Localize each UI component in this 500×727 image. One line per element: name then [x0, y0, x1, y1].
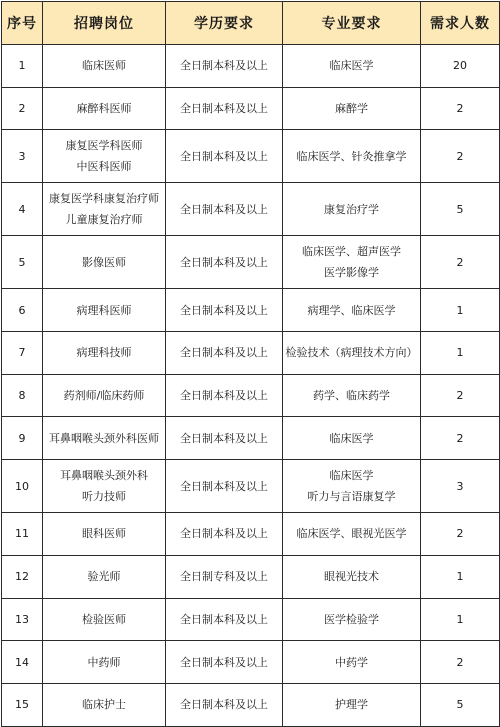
- education-cell: 全日制本科及以上: [166, 683, 283, 726]
- count-cell: 3: [421, 460, 500, 513]
- header-count: 需求人数: [421, 2, 500, 45]
- header-no: 序号: [2, 2, 43, 45]
- position-cell: [43, 683, 166, 726]
- count-cell: 2: [421, 513, 500, 556]
- major-cell: [283, 555, 421, 598]
- table-row: [2, 183, 500, 236]
- major-cell-line: 临床医学、眼视光医学: [296, 527, 407, 541]
- count-cell: 20: [421, 45, 500, 88]
- table-row: [2, 236, 500, 289]
- position-cell: [43, 513, 166, 556]
- major-cell: [283, 236, 421, 289]
- position-cell-line: 病理科技师: [76, 346, 132, 360]
- count-cell: 5: [421, 683, 500, 726]
- education-cell: 全日制本科及以上: [166, 332, 283, 375]
- major-cell-line: 眼视光技术: [324, 570, 379, 584]
- row-no-cell: 10: [2, 460, 43, 513]
- row-no-cell: 12: [2, 555, 43, 598]
- position-cell-line: 检验医师: [82, 612, 126, 626]
- row-no-cell: 1: [2, 45, 43, 88]
- position-cell-line: 验光师: [87, 570, 121, 584]
- position-cell: [43, 332, 166, 375]
- table-body: [2, 45, 500, 727]
- major-cell-line: 护理学: [335, 698, 368, 712]
- major-cell: [283, 683, 421, 726]
- education-cell: 全日制本科及以上: [166, 417, 283, 460]
- education-cell: 全日制本科及以上: [166, 236, 283, 289]
- major-cell-line: 临床医学、针灸推拿学: [296, 149, 407, 163]
- education-cell: 全日制本科及以上: [166, 87, 283, 130]
- education-cell: 全日制本科及以上: [166, 513, 283, 556]
- table-row: [2, 555, 500, 598]
- education-cell: 全日制本科及以上: [166, 183, 283, 236]
- table-row: [2, 87, 500, 130]
- major-cell-line: 康复治疗学: [324, 202, 379, 216]
- row-no-cell: 15: [2, 683, 43, 726]
- count-cell: 2: [421, 417, 500, 460]
- position-cell-line: 康复医学科医师: [65, 139, 143, 153]
- row-no-cell: 3: [2, 130, 43, 183]
- major-cell-line: 听力与言语康复学: [307, 490, 396, 504]
- recruitment-table: [1, 1, 500, 727]
- major-cell: [283, 183, 421, 236]
- position-cell: [43, 460, 166, 513]
- count-cell: 2: [421, 374, 500, 417]
- row-no-cell: 11: [2, 513, 43, 556]
- major-cell: [283, 332, 421, 375]
- major-cell: [283, 460, 421, 513]
- education-cell: 全日制本科及以上: [166, 289, 283, 332]
- count-cell: 5: [421, 183, 500, 236]
- position-cell: [43, 374, 166, 417]
- major-cell: [283, 45, 421, 88]
- count-cell: 1: [421, 598, 500, 641]
- table-row: [2, 374, 500, 417]
- count-cell: 2: [421, 236, 500, 289]
- header-education: 学历要求: [166, 2, 283, 45]
- position-cell-line: 眼科医师: [82, 527, 126, 541]
- position-cell: [43, 289, 166, 332]
- education-cell: 全日制本科及以上: [166, 45, 283, 88]
- education-cell: 全日制本科及以上: [166, 641, 283, 684]
- row-no-cell: 2: [2, 87, 43, 130]
- education-cell: 全日制本科及以上: [166, 598, 283, 641]
- major-cell-line: 临床医学: [329, 469, 374, 483]
- position-cell-line: 中药师: [87, 655, 121, 669]
- table-row: [2, 130, 500, 183]
- major-cell: [283, 374, 421, 417]
- position-cell: [43, 45, 166, 88]
- count-cell: 2: [421, 130, 500, 183]
- count-cell: 2: [421, 641, 500, 684]
- major-cell-line: 临床医学: [329, 59, 374, 73]
- position-cell-line: 中医科医师: [76, 160, 132, 174]
- major-cell-line: 检验技术（病理技术方向）: [285, 346, 418, 360]
- header-row: [2, 2, 500, 45]
- major-cell-line: 临床医学: [329, 431, 374, 445]
- count-cell: 1: [421, 332, 500, 375]
- position-cell-line: 康复医学科康复治疗师: [49, 192, 159, 206]
- count-cell: 1: [421, 555, 500, 598]
- position-cell-line: 听力技师: [82, 490, 126, 504]
- major-cell-line: 医学影像学: [324, 266, 379, 280]
- major-cell-line: 药学、临床药学: [313, 389, 390, 403]
- row-no-cell: 8: [2, 374, 43, 417]
- major-cell: [283, 513, 421, 556]
- position-cell-line: 影像医师: [82, 255, 126, 269]
- major-cell: [283, 289, 421, 332]
- position-cell: [43, 236, 166, 289]
- row-no-cell: 5: [2, 236, 43, 289]
- position-cell-line: 麻醉科医师: [76, 102, 132, 116]
- position-cell-line: 耳鼻咽喉头颈外科医师: [49, 431, 159, 445]
- education-cell: 全日制专科及以上: [166, 555, 283, 598]
- major-cell: [283, 130, 421, 183]
- count-cell: 1: [421, 289, 500, 332]
- position-cell: [43, 417, 166, 460]
- position-cell-line: 儿童康复治疗师: [65, 213, 143, 227]
- position-cell-line: 耳鼻咽喉头颈外科: [60, 469, 148, 483]
- position-cell-line: 药剂师/临床药师: [63, 389, 145, 403]
- major-cell: [283, 417, 421, 460]
- position-cell-line: 临床护士: [82, 698, 126, 712]
- position-cell: [43, 598, 166, 641]
- position-cell: [43, 130, 166, 183]
- header-major: 专业要求: [283, 2, 421, 45]
- position-cell-line: 临床医师: [82, 59, 126, 73]
- education-cell: 全日制本科及以上: [166, 374, 283, 417]
- major-cell: [283, 598, 421, 641]
- table-header: [2, 2, 500, 45]
- row-no-cell: 6: [2, 289, 43, 332]
- table-row: [2, 417, 500, 460]
- position-cell: [43, 183, 166, 236]
- position-cell: [43, 87, 166, 130]
- education-cell: 全日制本科及以上: [166, 130, 283, 183]
- education-cell: 全日制本科及以上: [166, 460, 283, 513]
- major-cell: [283, 87, 421, 130]
- major-cell-line: 临床医学、超声医学: [302, 245, 401, 259]
- row-no-cell: 4: [2, 183, 43, 236]
- row-no-cell: 7: [2, 332, 43, 375]
- table-row: [2, 513, 500, 556]
- row-no-cell: 9: [2, 417, 43, 460]
- position-cell-line: 病理科医师: [76, 303, 132, 317]
- row-no-cell: 13: [2, 598, 43, 641]
- major-cell-line: 麻醉学: [335, 102, 368, 116]
- position-cell: [43, 555, 166, 598]
- table-row: [2, 332, 500, 375]
- row-no-cell: 14: [2, 641, 43, 684]
- table-row: [2, 45, 500, 88]
- count-cell: 2: [421, 87, 500, 130]
- header-position: 招聘岗位: [43, 2, 166, 45]
- table-row: [2, 460, 500, 513]
- position-cell: [43, 641, 166, 684]
- table-row: [2, 641, 500, 684]
- major-cell-line: 医学检验学: [324, 612, 379, 626]
- major-cell-line: 中药学: [335, 655, 368, 669]
- major-cell-line: 病理学、临床医学: [307, 303, 396, 317]
- table-row: [2, 683, 500, 726]
- table-row: [2, 289, 500, 332]
- major-cell: [283, 641, 421, 684]
- table-row: [2, 598, 500, 641]
